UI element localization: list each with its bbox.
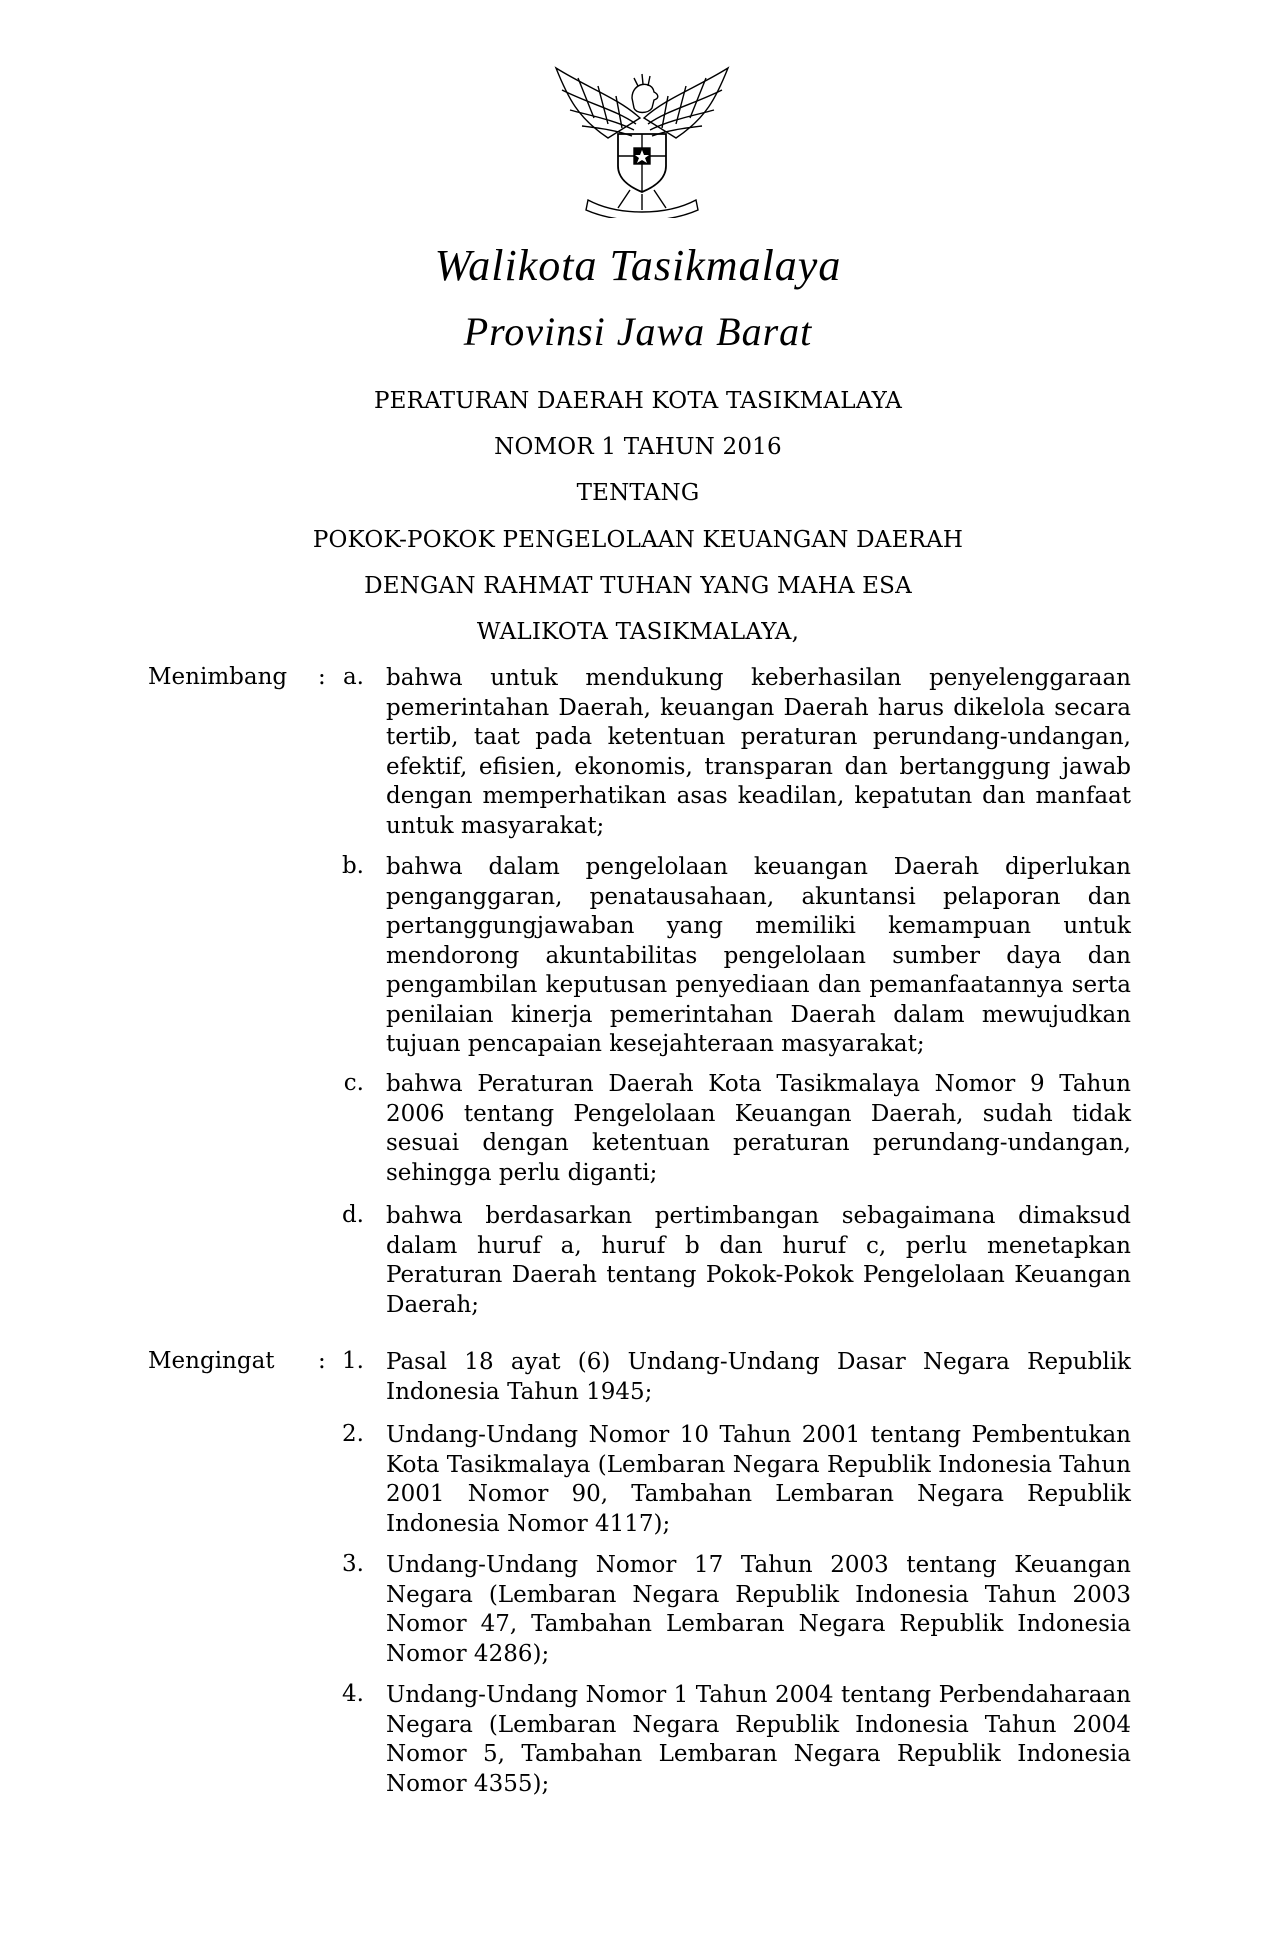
menimbang-item-a: bahwa untuk mendukung keberhasilan penyelenggaraan pemerintahan Daerah, keuangan Daerah harus dikelola secara tertib, taat pada ketentuan peraturan perundang-undangan, efektif, efisien, ekonomis, transparan dan bertanggung jawab dengan memperhatikan asas keadilan, kepatutan dan manfaat untuk masyarakat;: [386, 665, 1131, 839]
mengingat-item-4: Undang-Undang Nomor 1 Tahun 2004 tentang Perbendaharaan Negara (Lembaran Negara Republik Indonesia Tahun 2004 Nomor 5, Tambahan Lembaran Negara Republik Indonesia Nomor 4355);: [386, 1682, 1131, 1797]
mengingat-item-2: Undang-Undang Nomor 10 Tahun 2001 tentang Pembentukan Kota Tasikmalaya (Lembaran Negara Republik Indonesia Tahun 2001 Nomor 90, Tambahan Lembaran Negara Republik Indonesia Nomor 4117);: [386, 1422, 1131, 1537]
menimbang-mark-c: c.: [343, 1070, 364, 1096]
mengingat-item-3: Undang-Undang Nomor 17 Tahun 2003 tentang Keuangan Negara (Lembaran Negara Republik Indonesia Tahun 2003 Nomor 47, Tambahan Lembaran Negara Republik Indonesia Nomor 4286);: [386, 1552, 1131, 1667]
title-walikota: WALIKOTA TASIKMALAYA,: [476, 619, 800, 645]
title-nomor: NOMOR 1 TAHUN 2016: [494, 434, 782, 460]
menimbang-label: Menimbang: [148, 664, 288, 690]
menimbang-item-c: bahwa Peraturan Daerah Kota Tasikmalaya Nomor 9 Tahun 2006 tentang Pengelolaan Keuangan Daerah, sudah tidak sesuai dengan ketentuan peraturan perundang-undangan, sehingga perlu diganti;: [386, 1071, 1131, 1186]
mengingat-label: Mengingat: [148, 1348, 275, 1374]
menimbang-mark-d: d.: [341, 1202, 364, 1228]
title-peraturan: PERATURAN DAERAH KOTA TASIKMALAYA: [373, 388, 903, 414]
title-subject: POKOK-POKOK PENGELOLAAN KEUANGAN DAERAH: [312, 527, 964, 553]
garuda-emblem-icon: [548, 58, 736, 218]
menimbang-item-b: bahwa dalam pengelolaan keuangan Daerah diperlukan penganggaran, penatausahaan, akuntansi pelaporan dan pertanggungjawaban yang memiliki kemampuan untuk mendorong akuntabilitas pengelolaan sumber daya dan pengambilan keputusan penyediaan dan pemanfaatannya serta penilaian kinerja pemerintahan Daerah dalam mewujudkan tujuan pencapaian kesejahteraan masyarakat;: [386, 854, 1131, 1057]
mengingat-mark-4: 4.: [342, 1681, 364, 1707]
mengingat-mark-2: 2.: [342, 1421, 364, 1447]
menimbang-mark-b: b.: [341, 853, 364, 879]
mengingat-colon: :: [318, 1348, 326, 1374]
mengingat-item-1: Pasal 18 ayat (6) Undang-Undang Dasar Negara Republik Indonesia Tahun 1945;: [386, 1349, 1131, 1405]
script-header-walikota: Walikota Tasikmalaya: [434, 241, 842, 290]
title-rahmat: DENGAN RAHMAT TUHAN YANG MAHA ESA: [364, 573, 912, 599]
menimbang-colon: :: [318, 664, 326, 690]
mengingat-mark-3: 3.: [342, 1551, 364, 1577]
menimbang-item-d: bahwa berdasarkan pertimbangan sebagaimana dimaksud dalam huruf a, huruf b dan huruf c, perlu menetapkan Peraturan Daerah tentang Pokok-Pokok Pengelolaan Keuangan Daerah;: [386, 1203, 1131, 1318]
mengingat-mark-1: 1.: [342, 1348, 364, 1374]
script-header-provinsi: Provinsi Jawa Barat: [463, 309, 813, 354]
menimbang-mark-a: a.: [342, 664, 364, 690]
title-tentang: TENTANG: [576, 480, 700, 506]
